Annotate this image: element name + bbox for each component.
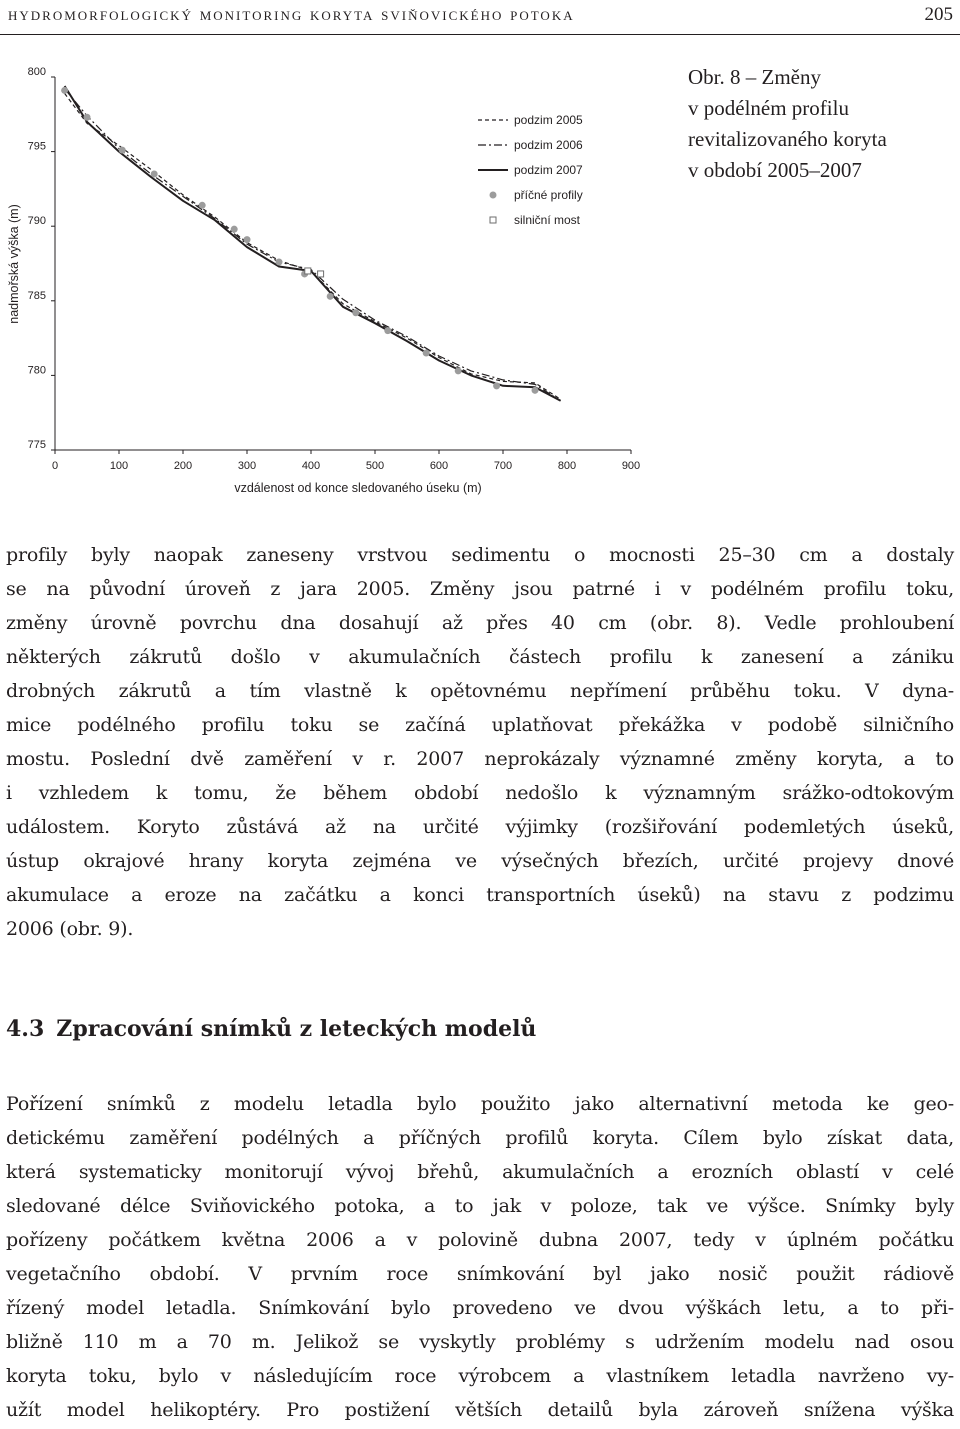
- y-tick-label: 785: [27, 289, 46, 302]
- cross-profile-point: [352, 309, 359, 316]
- text-line: i vzhledem k tomu, že během období nedošlo k významným srážko-odtokovým: [6, 782, 954, 804]
- y-tick-label: 800: [27, 66, 46, 78]
- text-line: událostem. Koryto zůstává až na určité výjimky (rozšiřování podemletých úseků,: [6, 816, 954, 838]
- legend-label: příčné profily: [514, 188, 583, 202]
- cross-profile-point: [327, 293, 334, 300]
- x-tick-label: 200: [173, 460, 193, 472]
- text-line: některých zákrutů došlo v akumulačních částech profilu k zanesení a zániku: [6, 646, 954, 668]
- running-header-title: hydromorfologický monitoring koryta sviňovického potoka: [8, 4, 575, 25]
- cross-profile-point: [151, 170, 158, 177]
- text-line: pořízeny počátkem května 2006 a v polovině dubna 2007, tedy v úplném počátku: [6, 1229, 954, 1251]
- text-line: akumulace a eroze na začátku a konci transportních úseků) na stavu z podzimu: [6, 884, 954, 906]
- text-line: řízený model letadla. Snímkování bylo provedeno ve dvou výškách letu, a to při-: [6, 1297, 954, 1319]
- x-axis-label: vzdálenost od konce sledovaného úseku (m): [234, 481, 482, 495]
- legend-label: podzim 2007: [514, 163, 583, 177]
- text-line: která systematicky monitorují vývoj břehů, akumulačních a erozních oblastí v celé: [6, 1161, 954, 1183]
- y-tick-label: 775: [27, 439, 46, 451]
- x-tick-label: 0: [51, 460, 59, 472]
- figure-caption-line: Obr. 8 – Změny: [688, 65, 821, 89]
- text-line: sledované délce Sviňovického potoka, a to jak v poloze, tak ve výšce. Snímky byly: [6, 1195, 954, 1217]
- section-title: Zpracování snímků z leteckých modelů: [56, 1016, 537, 1042]
- text-line: profily byly naopak zaneseny vrstvou sedimentu o mocnosti 25–30 cm a dostaly: [6, 544, 954, 566]
- paragraph-profile-changes: [6, 538, 954, 946]
- cross-profile-point: [384, 327, 391, 334]
- cross-profile-point: [423, 350, 430, 357]
- text-line: se na původní úroveň z jara 2005. Změny jsou patrné i v podélném profilu toku,: [6, 578, 954, 600]
- x-tick-label: 800: [557, 460, 577, 472]
- y-axis-label: nadmořská výška (m): [7, 204, 21, 324]
- running-header: [8, 4, 953, 30]
- chart-legend: [478, 113, 583, 227]
- y-tick-label: 790: [27, 215, 46, 228]
- text-line: ústup okrajové hrany koryta zejména ve výsečných březích, určité projevy dnové: [6, 850, 954, 872]
- x-tick-label: 900: [621, 460, 641, 472]
- x-tick-label: 300: [237, 460, 257, 472]
- x-tick-label: 500: [365, 460, 385, 472]
- cross-profile-point: [84, 114, 91, 121]
- cross-profile-point: [276, 259, 283, 266]
- text-line: Pořízení snímků z modelu letadla bylo použito jako alternativní metoda ke geo-: [6, 1093, 954, 1115]
- legend-label: podzim 2005: [514, 113, 583, 127]
- chart-markers: [61, 87, 538, 394]
- y-tick-label: 780: [27, 364, 46, 377]
- figure-caption-line: revitalizovaného koryta: [688, 127, 887, 151]
- cross-profile-point: [231, 226, 238, 233]
- text-line: užít model helikoptéry. Pro postižení větších detailů byla zároveň snížena výška: [6, 1399, 954, 1421]
- figure-caption-line: v podélném profilu: [688, 96, 849, 120]
- legend-swatch: [490, 217, 496, 223]
- cross-profile-point: [199, 202, 206, 209]
- x-tick-label: 400: [301, 460, 321, 472]
- text-line: mostu. Poslední dvě zaměření v r. 2007 neprokázaly významné změny koryta, a to: [6, 748, 954, 770]
- text-line: drobných zákrutů a tím vlastně k opětovnému nepřímení průběhu toku. V dyna-: [6, 680, 954, 702]
- chart-series: [65, 86, 561, 401]
- text-line: bližně 110 m a 70 m. Jelikož se vyskytly problémy s udržením modelu nad osou: [6, 1331, 954, 1353]
- text-line: vegetačního období. V prvním roce snímkování byl jako nosič použit rádiově: [6, 1263, 954, 1285]
- series-line-podzim-2005: [65, 93, 561, 399]
- page-number: 205: [924, 4, 953, 25]
- legend-label: podzim 2006: [514, 138, 583, 152]
- figure-caption-line: v období 2005–2007: [688, 158, 862, 182]
- text-line: detickému zaměření podélných a příčných profilů koryta. Cílem bylo získat data,: [6, 1127, 954, 1149]
- text-line: změny úrovně povrchu dna dosahují až přes 40 cm (obr. 8). Vedle prohloubení: [6, 612, 954, 634]
- y-tick-label: 795: [27, 140, 46, 153]
- x-tick-label: 100: [109, 460, 129, 472]
- text-line: koryta toku, bylo v následujícím roce výrobcem a vlastníkem letadla navrženo vy-: [6, 1365, 954, 1387]
- x-tick-label: 700: [493, 460, 513, 472]
- paragraph-aerial-imaging: [6, 1087, 954, 1427]
- x-tick-label: 600: [429, 460, 449, 472]
- header-rule: [0, 34, 960, 35]
- road-bridge-point: [318, 271, 324, 277]
- section-number: 4.3: [6, 1016, 45, 1042]
- legend-swatch: [490, 192, 497, 199]
- series-line-podzim-2007: [65, 86, 561, 401]
- longitudinal-profile-chart: [0, 60, 680, 500]
- cross-profile-point: [532, 387, 539, 394]
- series-line-podzim-2006: [65, 89, 561, 401]
- legend-label: silniční most: [514, 213, 581, 227]
- road-bridge-point: [305, 268, 311, 274]
- section-heading: [6, 1016, 536, 1042]
- cross-profile-point: [493, 382, 500, 389]
- text-line: 2006 (obr. 9).: [6, 918, 134, 940]
- cross-profile-point: [119, 147, 126, 154]
- text-line: mice podélného profilu toku se začíná uplatňovat překážka v podobě silničního: [6, 714, 954, 736]
- cross-profile-point: [244, 236, 251, 243]
- cross-profile-point: [455, 367, 462, 374]
- figure-caption: [688, 62, 956, 186]
- cross-profile-point: [61, 87, 68, 94]
